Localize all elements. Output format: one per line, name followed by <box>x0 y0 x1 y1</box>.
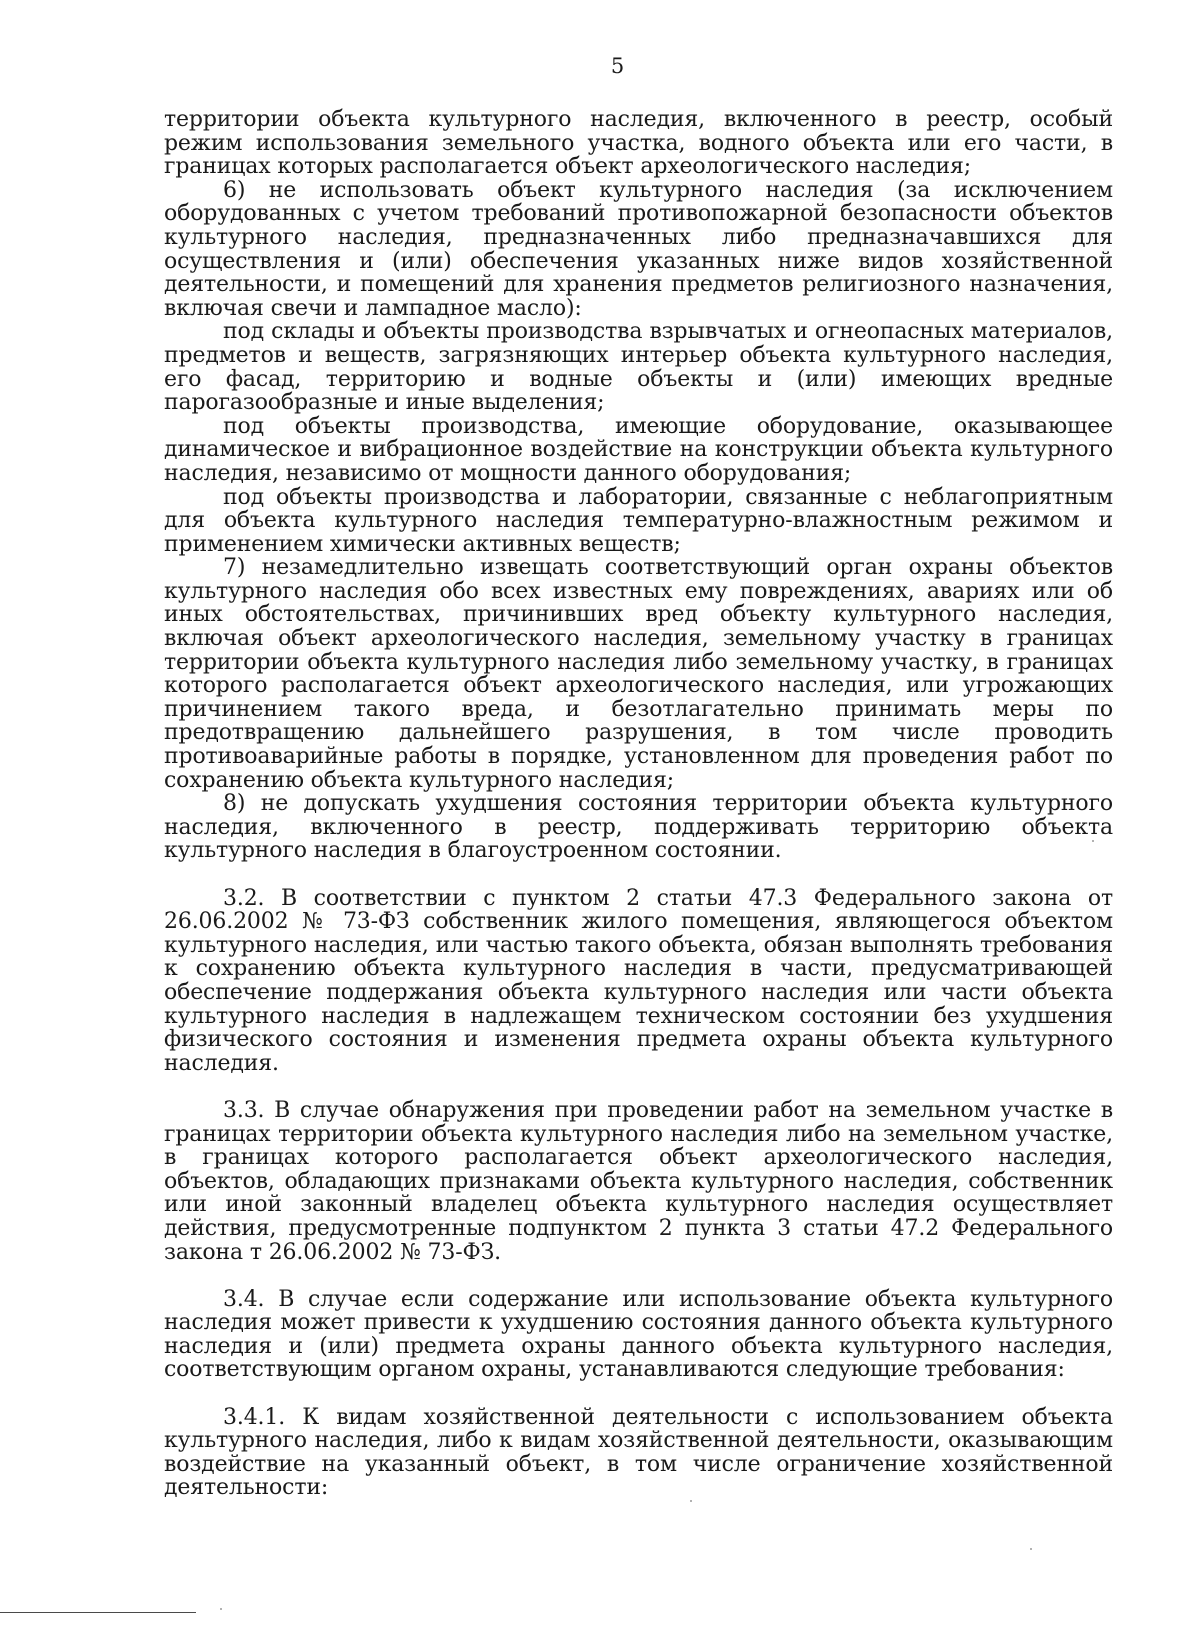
section-3-4-1: 3.4.1. К видам хозяйственной деятельности с использованием объекта культурного наследия, либо к видам хозяйственной деятельности, оказывающим воздействие на указанный объект, в том числе ограничение хозяйственной деятельности: <box>164 1404 1113 1501</box>
paragraph-item-6: 6) не использовать объект культурного наследия (за исключением оборудованных с учетом требований противопожарной безопасности объектов культурного наследия, предназначенных либо предназначавшихся для осуществления и (или) обеспечения указанных ниже видов хозяйственной деятельности, и помещений для хранения предметов религиозного назначения, включая свечи и лампадное масло): <box>164 177 1113 321</box>
scan-speck <box>1092 840 1094 842</box>
scan-speck <box>220 1608 222 1610</box>
section-3-3: 3.3. В случае обнаружения при проведении работ на земельном участке в границах территории объекта культурного наследия либо на земельном участке, в границах которого располагается объект археологического наследия, объектов, обладающих признаками объекта культурного наследия, собственник или иной законный владелец объекта культурного наследия осуществляет действия, предусмотренные подпунктом 2 пункта 3 статьи 47.2 Федерального закона т 26.06.2002 № 73-ФЗ. <box>164 1097 1113 1265</box>
paragraph-warehouses: под склады и объекты производства взрывчатых и огнеопасных материалов, предметов и веществ, загрязняющих интерьер объекта культурного наследия, его фасад, территорию и водные объекты и (или) имеющих вредные парогазообразные и иные выделения; <box>164 319 1113 416</box>
document-body <box>164 108 1113 1500</box>
paragraph-laboratories: под объекты производства и лаборатории, связанные с неблагоприятным для объекта культурного наследия температурно-влажностным режимом и применением химически активных веществ; <box>164 484 1113 557</box>
section-3-4: 3.4. В случае если содержание или использование объекта культурного наследия может привести к ухудшению состояния данного объекта культурного наследия и (или) предмета охраны данного объекта культурного наследия, соответствующим органом охраны, устанавливаются следующие требования: <box>164 1286 1113 1383</box>
paragraph-production-equipment: под объекты производства, имеющие оборудование, оказывающее динамическое и вибрационное воздействие на конструкции объекта культурного наследия, независимо от мощности данного оборудования; <box>164 413 1113 486</box>
paragraph-item-8: 8) не допускать ухудшения состояния территории объекта культурного наследия, включенного в реестр, поддерживать территорию объекта культурного наследия в благоустроенном состоянии. <box>164 791 1113 864</box>
scan-speck <box>1030 1548 1032 1550</box>
section-3-2: 3.2. В соответствии с пунктом 2 статьи 47.3 Федерального закона от 26.06.2002 № 73-ФЗ собственник жилого помещения, являющегося объектом культурного наследия, или частью такого объекта, обязан выполнять требования к сохранению объекта культурного наследия в части, предусматривающей обеспечение поддержания объекта культурного наследия или части объекта культурного наследия в надлежащем техническом состоянии без ухудшения физического состояния и изменения предмета охраны объекта культурного наследия. <box>164 885 1113 1076</box>
footnote-rule <box>0 1612 196 1613</box>
paragraph-item-7: 7) незамедлительно извещать соответствующий орган охраны объектов культурного наследия обо всех известных ему повреждениях, авариях или об иных обстоятельствах, причинивших вред объекту культурного наследия, включая объект археологического наследия, земельному участку в границах территории объекта культурного наследия либо земельному участку, в границах которого располагается объект археологического наследия, или угрожающих причинением такого вреда, и безотлагательно принимать меры по предотвращению дальнейшего разрушения, в том числе проводить противоаварийные работы в порядке, установленном для проведения работ по сохранению объекта культурного наследия; <box>164 555 1113 793</box>
page-number: 5 <box>610 54 625 78</box>
scan-speck <box>690 1500 692 1502</box>
paragraph-continuation: территории объекта культурного наследия, включенного в реестр, особый режим использования земельного участка, водного объекта или его части, в границах которых располагается объект археологического наследия; <box>164 107 1113 180</box>
